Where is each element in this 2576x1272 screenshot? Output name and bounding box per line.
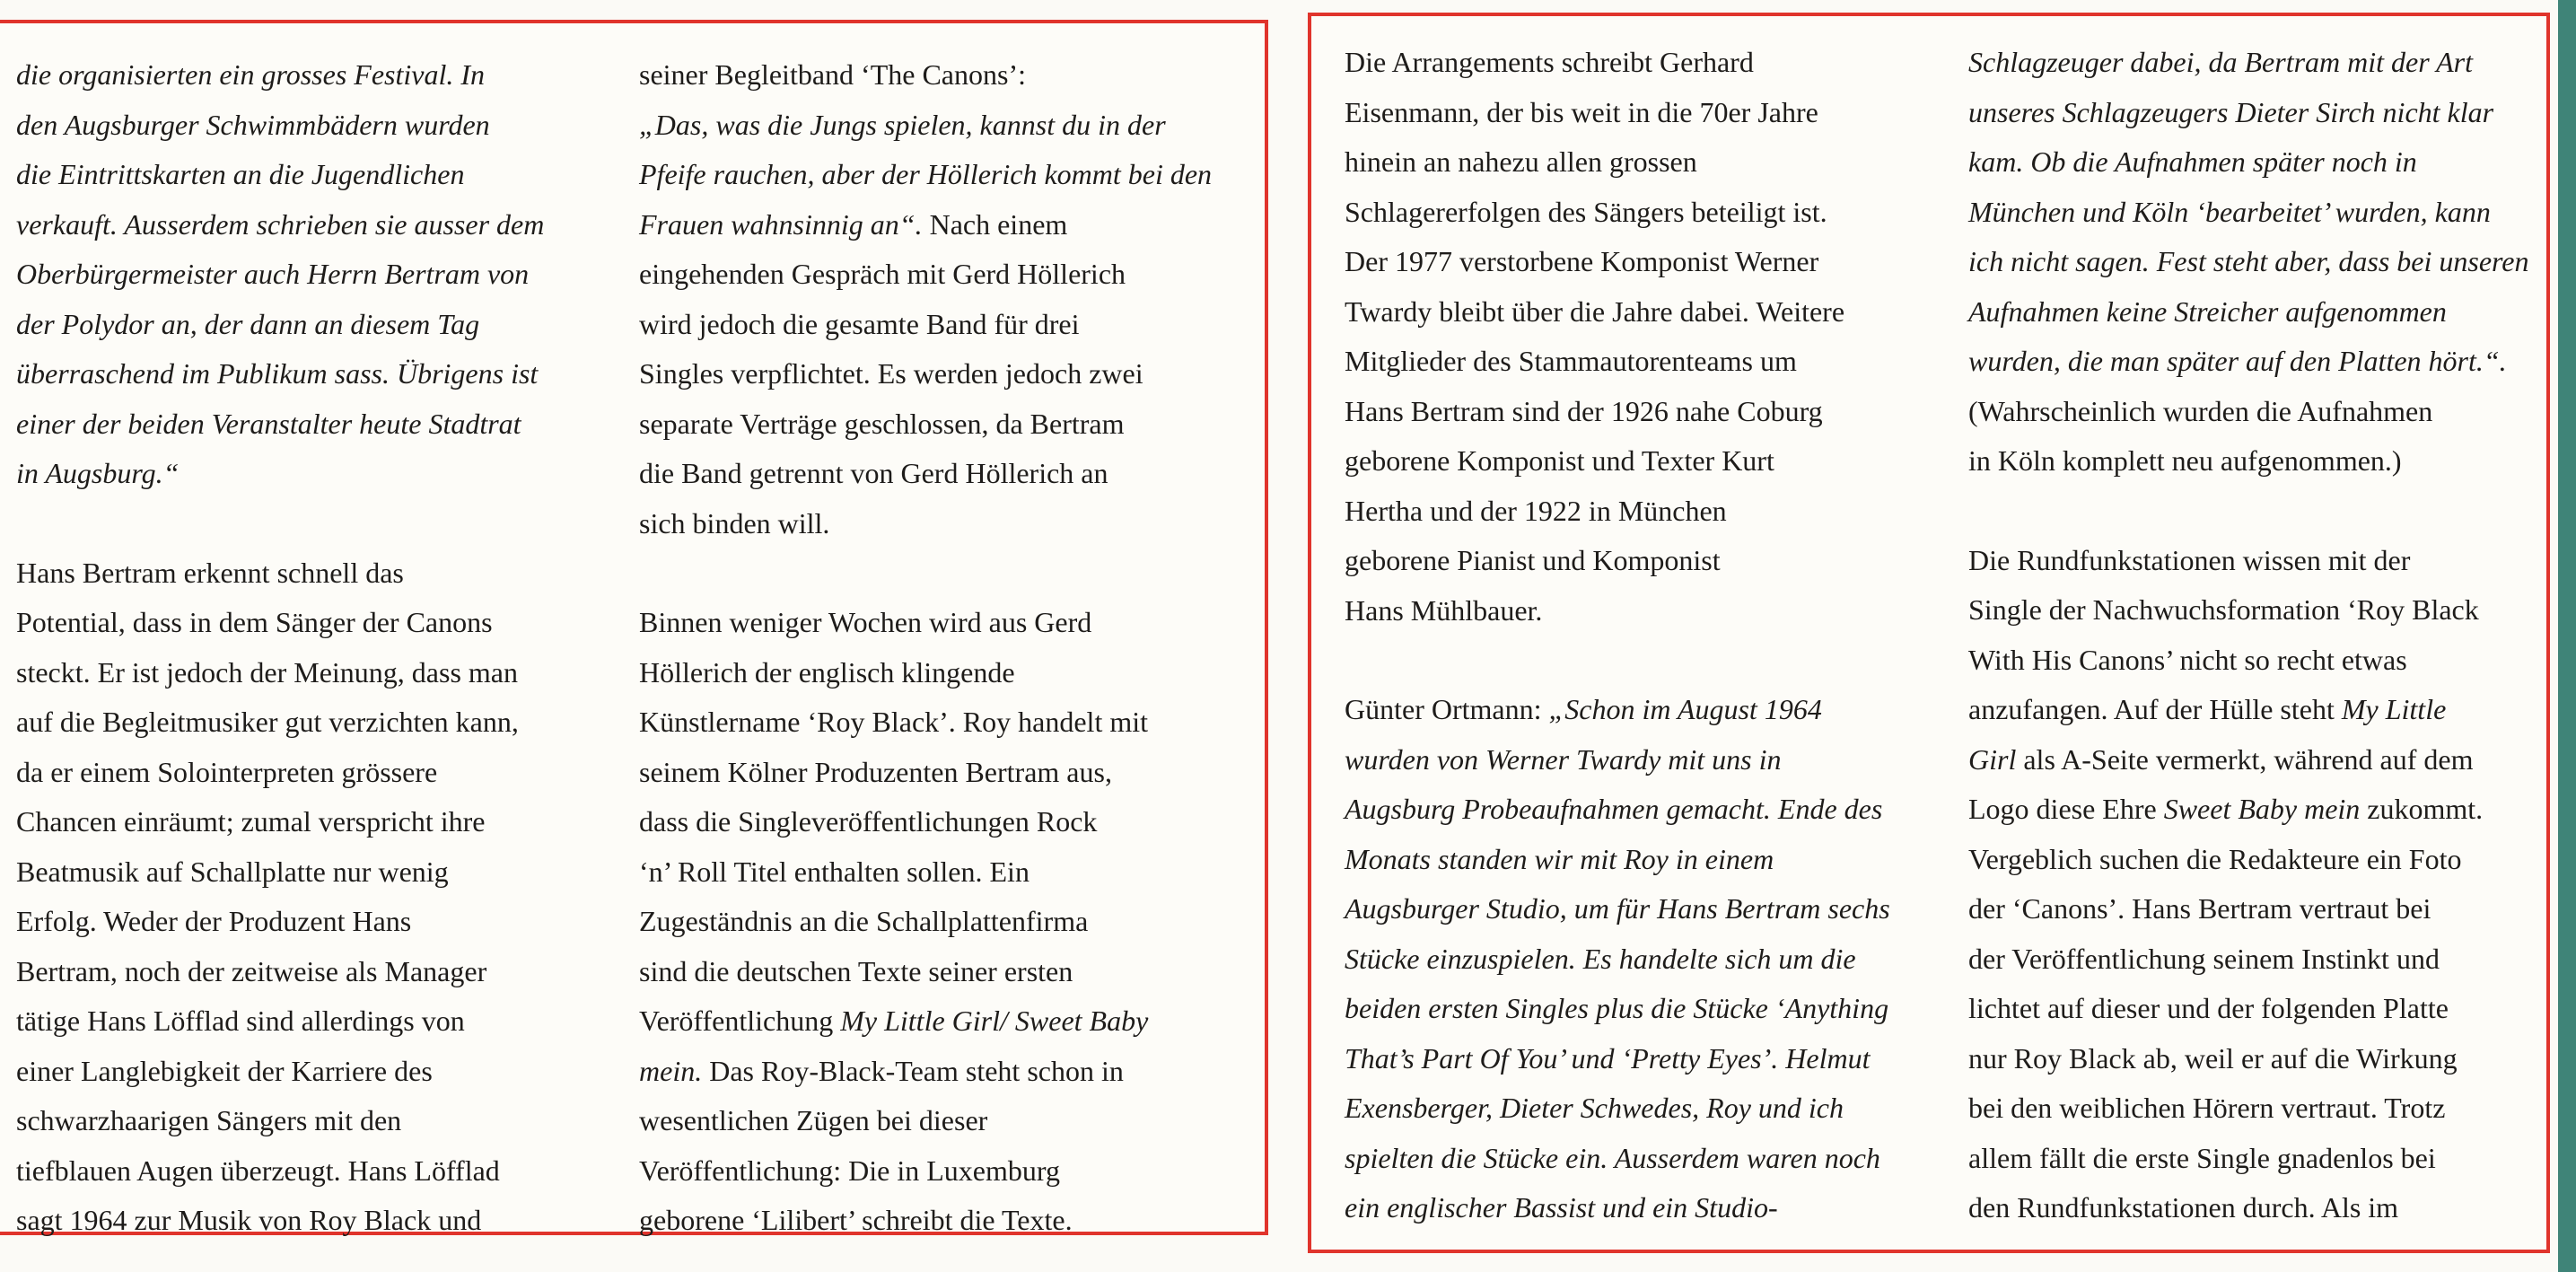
- body-text: Die Rundfunkstationen wissen mit der Single der Nachwuchsformation ‘Roy Black With His Canons’ nicht so recht etwas anzufangen. Auf der Hülle steht: [1968, 543, 2479, 725]
- italic-quote-text: Schlagzeuger dabei, da Bertram mit der Art unseres Schlagzeugers Dieter Sirch nicht klar kam. Ob die Aufnahmen später noch in München und Köln ‘bearbeitet’ wurden, kann ich nicht sagen. Fest steht aber, dass bei unseren Aufnahmen keine Streicher aufgenommen wurden, die man später auf den Platten hört.“.: [1968, 46, 2529, 377]
- paragraph: [1968, 38, 2543, 487]
- body-text: seiner Begleitband ‘The Canons’:: [639, 58, 1026, 91]
- body-text: Hans Bertram erkennt schnell das Potential, dass in dem Sänger der Canons steckt. Er ist jedoch der Meinung, dass man auf die Begleitmusiker gut verzichten kann, da er einem Solointerpreten grössere Chancen einräumt; zumal verspricht ihre Beatmusik auf Schallplatte nur wenig Erfolg. Weder der Produzent Hans Bertram, noch der zeitweise als Manager tätige Hans Löfflad sind allerdings von einer Langlebigkeit der Karriere des schwarzhaarigen Sängers mit den tiefblauen Augen überzeugt. Hans Löfflad sagt 1964 zur Musik von Roy Black und: [16, 556, 519, 1236]
- italic-quote-text: My Little Girl/ Sweet Baby mein.: [639, 1004, 1149, 1087]
- body-text: Günter Ortmann:: [1345, 693, 1549, 725]
- left-page-frame: [0, 20, 1268, 1235]
- italic-quote-text: „Das, was die Jungs spielen, kannst du in der Pfeife rauchen, aber der Höllerich kommt bei den Frauen wahnsinnig an“.: [639, 108, 1213, 241]
- paragraph: [16, 548, 609, 1246]
- italic-quote-text: My Little Girl: [1968, 693, 2447, 776]
- body-text: zukommt. Vergeblich suchen die Redakteure ein Foto der ‘Canons’. Hans Bertram vertraut bei der Veröffentlichung seinem Instinkt und lichtet auf dieser und der folgenden Platte nur Roy Black ab, weil er auf die Wirkung bei den weiblichen Hörern vertraut. Trotz allem fällt die erste Single gnadenlos bei den Rundfunkstationen durch. Als im: [1968, 793, 2484, 1224]
- paragraph: [1345, 685, 1919, 1233]
- page-edge-strip: [2558, 0, 2576, 1272]
- body-text: Das Roy-Black-Team steht schon in wesentlichen Zügen bei dieser Veröffentlichung: Die in Luxemburg geborene ‘Lilibert’ schreibt die Texte.: [639, 1054, 1124, 1236]
- italic-quote-text: Sweet Baby mein: [2163, 793, 2361, 825]
- body-text: als A-Seite vermerkt, während auf dem Logo diese Ehre: [1968, 742, 2474, 825]
- body-text: (Wahrscheinlich wurden die Aufnahmen in Köln komplett neu aufgenommen.): [1968, 394, 2433, 477]
- paragraph: [639, 598, 1258, 1246]
- paragraph: [1345, 38, 1919, 636]
- italic-quote-text: „Schon im August 1964 wurden von Werner Twardy mit uns in Augsburg Probeaufnahmen gemacht. Ende des Monats standen wir mit Roy in einem Augsburger Studio, um für Hans Bertram sechs Stücke einzuspielen. Es handelte sich um die beiden ersten Singles plus die Stücke ‘Anything That’s Part Of You’ und ‘Pretty Eyes’. Helmut Exensberger, Dieter Schwedes, Roy und ich spielten die Stücke ein. Ausserdem waren noch ein englischer Bassist und ein Studio-: [1345, 693, 1890, 1224]
- paragraph: [1968, 536, 2543, 1233]
- text-column-3: [1345, 38, 1919, 1233]
- paragraph: [639, 50, 1258, 548]
- paragraph: [16, 50, 609, 499]
- italic-quote-text: die organisierten ein grosses Festival. In den Augsburger Schwimmbädern wurden die Eintrittskarten an die Jugendlichen verkauft. Ausserdem schrieben sie ausser dem Oberbürgermeister auch Herrn Bertram von der Polydor an, der dann an diesem Tag überraschend im Publikum sass. Übrigens ist einer der beiden Veranstalter heute Stadtrat in Augsburg.“: [16, 58, 545, 489]
- text-column-2: [639, 50, 1258, 1246]
- body-text: Die Arrangements schreibt Gerhard Eisenmann, der bis weit in die 70er Jahre hinein an nahezu allen grossen Schlagererfolgen des Sängers beteiligt ist. Der 1977 verstorbene Komponist Werner Twardy bleibt über die Jahre dabei. Weitere Mitglieder des Stammautorenteams um Hans Bertram sind der 1926 nahe Coburg geborene Komponist und Texter Kurt Hertha und der 1922 in München geborene Pianist und Komponist Hans Mühlbauer.: [1345, 46, 1845, 627]
- body-text: Nach einem eingehenden Gespräch mit Gerd Höllerich wird jedoch die gesamte Band für drei Singles verpflichtet. Es werden jedoch zwei separate Verträge geschlossen, da Bertram die Band getrennt von Gerd Höllerich an sich binden will.: [639, 207, 1143, 540]
- text-column-4: [1968, 38, 2543, 1233]
- right-page-frame: [1308, 13, 2550, 1253]
- text-column-1: [16, 50, 609, 1246]
- body-text: Binnen weniger Wochen wird aus Gerd Höllerich der englisch klingende Künstlername ‘Roy Black’. Roy handelt mit seinem Kölner Produzenten Bertram aus, dass die Singleveröffentlichungen Rock ‘n’ Roll Titel enthalten sollen. Ein Zugeständnis an die Schallplattenfirma sind die deutschen Texte seiner ersten Veröffentlichung: [639, 606, 1148, 1037]
